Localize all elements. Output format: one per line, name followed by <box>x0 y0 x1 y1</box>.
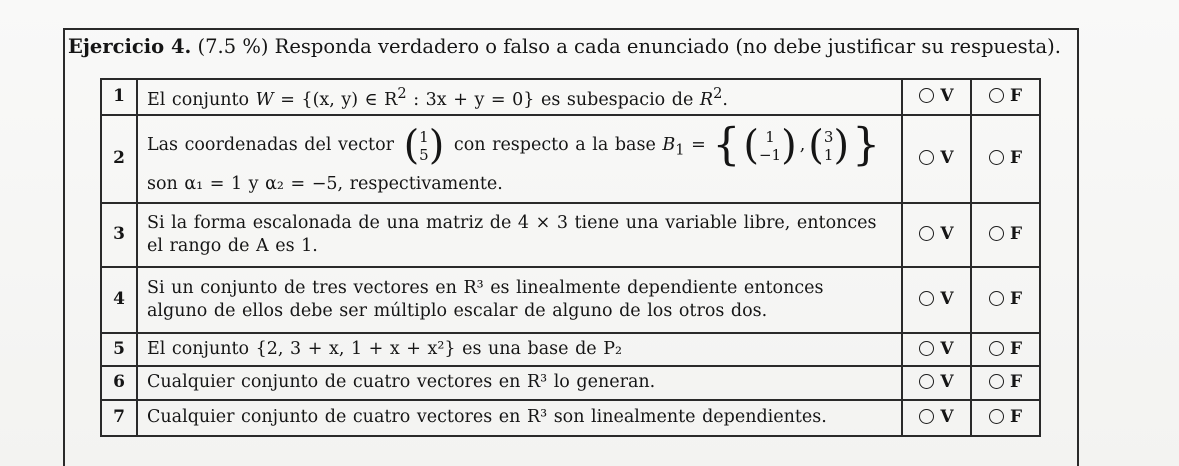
left-brace-icon: { <box>712 119 741 171</box>
right-brace-icon: } <box>852 119 881 171</box>
option-label: V <box>940 148 954 169</box>
radio-circle-icon[interactable] <box>989 150 1004 165</box>
statement-fragment: = {(x, y) ∈ R <box>273 89 398 110</box>
matrix-entry: 1 <box>765 127 775 146</box>
statement-fragment: Las coordenadas del vector <box>147 134 394 155</box>
statement-fragment: 2 <box>713 85 723 102</box>
option-true-1[interactable] <box>902 79 971 115</box>
row-number: 3 <box>101 203 137 267</box>
option-false-7[interactable] <box>971 400 1040 436</box>
row-number: 4 <box>101 267 137 333</box>
statement-fragment: el rango de A es 1. <box>147 235 318 256</box>
table-row <box>101 267 1040 333</box>
row-number: 1 <box>101 79 137 115</box>
statement-text: El conjunto {2, 3 + x, 1 + x + x²} es una base de P₂ <box>137 333 902 366</box>
row-number: 7 <box>101 400 137 436</box>
statement-text <box>137 79 902 115</box>
radio-circle-icon[interactable] <box>919 150 934 165</box>
table-row <box>101 366 1040 400</box>
statement-fragment: alguno de ellos debe ser múltiplo escalar de alguno de los otros dos. <box>147 300 768 321</box>
statement-fragment: W <box>255 89 274 110</box>
exercise-label: Ejercicio 4. <box>68 35 192 58</box>
option-label: F <box>1009 372 1023 393</box>
statement-fragment: R <box>699 89 714 110</box>
statement-fragment: con respecto a la base <box>453 134 656 155</box>
basis-subscript: 1 <box>675 141 685 159</box>
option-label: F <box>1009 224 1023 245</box>
option-true-2[interactable] <box>902 115 971 203</box>
radio-circle-icon[interactable] <box>989 88 1004 103</box>
option-label: F <box>1009 407 1023 428</box>
option-label: V <box>940 372 954 393</box>
radio-circle-icon[interactable] <box>989 409 1004 424</box>
radio-circle-icon[interactable] <box>989 226 1004 241</box>
option-label: V <box>940 224 954 245</box>
table-row <box>101 115 1040 203</box>
basis-vector-1: ( 1 −1 ) <box>743 122 797 169</box>
radio-circle-icon[interactable] <box>919 226 934 241</box>
table-row <box>101 203 1040 267</box>
option-false-3[interactable] <box>971 203 1040 267</box>
matrix-entry: 1 <box>823 145 834 164</box>
radio-circle-icon[interactable] <box>919 374 934 389</box>
option-label: F <box>1009 148 1023 169</box>
statement-fragment: Si la forma escalonada de una matriz de 4 × 3 tiene una variable libre, entonces <box>147 212 877 233</box>
option-label: F <box>1009 289 1023 310</box>
table-row <box>101 333 1040 366</box>
option-true-7[interactable] <box>902 400 971 436</box>
statement-fragment: : 3x + y = 0} es subespacio de <box>406 89 700 110</box>
radio-circle-icon[interactable] <box>989 341 1004 356</box>
option-false-5[interactable] <box>971 333 1040 366</box>
statement-text <box>137 203 902 267</box>
option-label: V <box>940 289 954 310</box>
exercise-heading <box>68 35 1068 59</box>
statement-text: Las coordenadas del vector ( 1 5 ) con respecto a la base $B_1$ = {( 1 −1 ) ,( 3 1 )} son α₁ = 1 y α₂ = −5, respectivamente. <box>137 115 902 203</box>
basis-vector-2: ( 3 1 ) <box>808 122 850 169</box>
statement-fragment: Si un conjunto de tres vectores en R³ es linealmente dependiente entonces <box>147 277 824 298</box>
radio-circle-icon[interactable] <box>989 374 1004 389</box>
radio-circle-icon[interactable] <box>989 291 1004 306</box>
option-true-5[interactable] <box>902 333 971 366</box>
option-label: V <box>940 86 954 107</box>
radio-circle-icon[interactable] <box>919 88 934 103</box>
option-false-2[interactable] <box>971 115 1040 203</box>
row-number: 6 <box>101 366 137 400</box>
option-true-6[interactable] <box>902 366 971 400</box>
option-label: F <box>1009 86 1023 107</box>
statement-fragment: son α₁ = 1 y α₂ = −5, respectivamente. <box>147 174 503 195</box>
statement-text <box>137 267 902 333</box>
radio-circle-icon[interactable] <box>919 409 934 424</box>
table-row <box>101 79 1040 115</box>
radio-circle-icon[interactable] <box>919 291 934 306</box>
statement-fragment: El conjunto <box>147 89 256 110</box>
option-label: V <box>940 407 954 428</box>
basis-symbol: B <box>662 134 676 155</box>
matrix-entry: −1 <box>758 145 782 164</box>
vector-matrix: ( 1 5 ) <box>403 122 445 169</box>
statement-text: Cualquier conjunto de cuatro vectores en R³ son linealmente dependientes. <box>137 400 902 436</box>
table-row <box>101 400 1040 436</box>
true-false-table <box>100 78 1041 437</box>
option-true-3[interactable] <box>902 203 971 267</box>
exercise-instructions: (7.5 %) Responda verdadero o falso a cada enunciado (no debe justificar su respuesta). <box>191 35 1061 58</box>
statement-fragment: 2 <box>397 85 407 102</box>
matrix-entry: 1 <box>419 127 429 146</box>
statement-text: Cualquier conjunto de cuatro vectores en R³ lo generan. <box>137 366 902 400</box>
option-label: F <box>1009 338 1023 359</box>
option-false-6[interactable] <box>971 366 1040 400</box>
matrix-entry: 5 <box>419 145 429 164</box>
row-number: 5 <box>101 333 137 366</box>
option-true-4[interactable] <box>902 267 971 333</box>
matrix-entry: 3 <box>823 127 834 146</box>
option-false-4[interactable] <box>971 267 1040 333</box>
option-false-1[interactable] <box>971 79 1040 115</box>
row-number: 2 <box>101 115 137 203</box>
statement-fragment: . <box>722 89 728 110</box>
radio-circle-icon[interactable] <box>919 341 934 356</box>
option-label: V <box>940 338 954 359</box>
